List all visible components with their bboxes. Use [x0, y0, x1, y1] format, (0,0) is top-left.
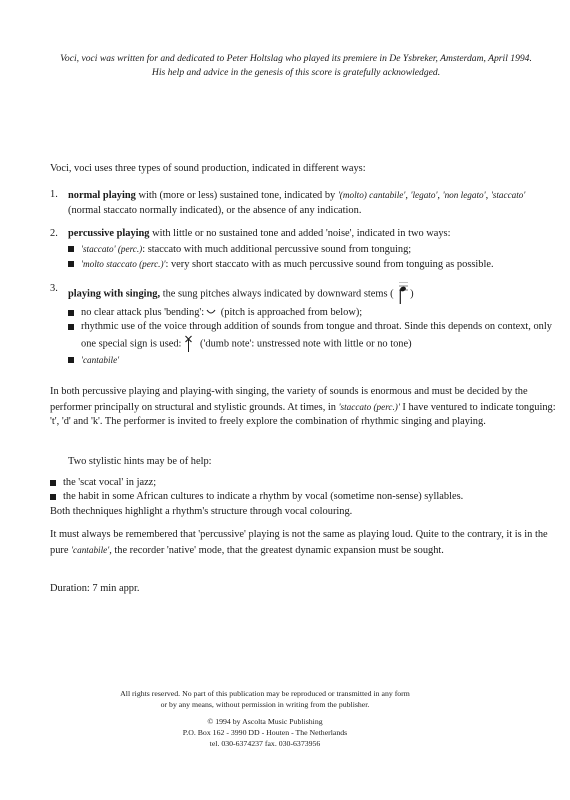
dedication	[40, 52, 552, 79]
square-bullet-icon	[68, 324, 74, 330]
stylistic-hints	[50, 455, 560, 519]
hint-african-rhythm: the habit in some African cultures to indicate a rhythm by vocal (sometime non-sense) syllables.	[50, 490, 560, 505]
square-bullet-icon	[68, 246, 74, 252]
square-bullet-icon	[68, 357, 74, 363]
sub-item-rhythmic-voice: rhythmic use of the voice through addition of sounds from tongue and throat. Sinde this depends on context, only one special sign is used: ('dumb note': unstressed note with little or no tone)	[68, 320, 560, 353]
sub-item-molto-staccato-perc: 'molto staccato (perc.)': very short staccato with as much percussive sound from tonguing as possible.	[68, 257, 560, 273]
list-item-playing-with-singing	[50, 282, 560, 306]
sub-item-cantabile: 'cantabile'	[68, 353, 560, 369]
rights-line-2: or by any means, without permission in writing from the publisher.	[160, 700, 370, 709]
address-line: P.O. Box 162 - 3990 DD - Houten - The Netherlands	[182, 728, 348, 737]
item-text: playing with singing, the sung pitches always indicated by downward stems ( )	[68, 282, 560, 306]
hints-conclusion: Both thechniques highlight a rhythm's structure through vocal colouring.	[50, 505, 353, 517]
list-item-percussive-playing	[50, 227, 560, 242]
sub-item-bending: no clear attack plus 'bending': (pitch is approached from below);	[68, 306, 560, 321]
dedication-line-1: Voci, voci was written for and dedicated to Peter Holtslag who played its premiere in De Ysbreker, Amsterdam, April 1994.	[60, 53, 532, 64]
hints-lead: Two stylistic hints may be of help:	[68, 456, 212, 467]
item-text: percussive playing with little or no sustained tone and added 'noise', indicated in two ways:	[68, 228, 451, 239]
duration: Duration: 7 min appr.	[50, 583, 140, 594]
item-number: 2.	[50, 228, 58, 239]
phone-line: tel. 030-6374237 fax. 030-6373956	[209, 739, 321, 748]
hint-scat-vocal: the 'scat vocal' in jazz;	[50, 476, 560, 491]
list-item-normal-playing	[50, 188, 560, 218]
item-number: 1.	[50, 189, 58, 200]
rights-line-1: All rights reserved. No part of this publication may be reproduced or transmitted in any form	[120, 689, 410, 698]
item-number: 3.	[50, 282, 58, 294]
square-bullet-icon	[68, 261, 74, 267]
square-bullet-icon	[50, 480, 56, 486]
intro-paragraph: Voci, voci uses three types of sound production, indicated in different ways:	[50, 163, 366, 174]
sound-production-list	[50, 188, 560, 368]
percussive-variety-paragraph: In both percussive playing and playing-with singing, the variety of sounds is enormous and must be decided by the performer principally on structural and stylistic grounds. At times, in 'staccato (perc.)' I have ventured to indicate tonguing: 't', 'd' and 'k'. The performer is invited to freely explore the combination of rhythmic singing and playing.	[50, 386, 556, 427]
bending-sign-icon	[206, 308, 216, 316]
item-text: normal playing with (more or less) sustained tone, indicated by '(molto) cantabile', 'legato', 'non legato', 'staccato' (normal staccato normally indicated), or the absence of any indication.	[68, 190, 526, 216]
copyright-line: © 1994 by Ascolta Music Publishing	[207, 717, 323, 726]
downward-stem-note-icon	[394, 282, 408, 306]
square-bullet-icon	[50, 494, 56, 500]
dumb-note-icon	[184, 335, 194, 353]
publisher-footer	[100, 688, 430, 749]
dedication-line-2: His help and advice in the genesis of this score is gratefully acknowledged.	[151, 66, 441, 78]
square-bullet-icon	[68, 310, 74, 316]
sub-item-staccato-perc: 'staccato' (perc.): staccato with much additional percussive sound from tonguing;	[68, 242, 560, 258]
dynamics-paragraph: It must always be remembered that 'percussive' playing is not the same as playing loud. Quite to the contrary, it is in the pure 'cantabile', the recorder 'native' mode, that the greatest dynamic expansion must be sought.	[50, 529, 548, 556]
